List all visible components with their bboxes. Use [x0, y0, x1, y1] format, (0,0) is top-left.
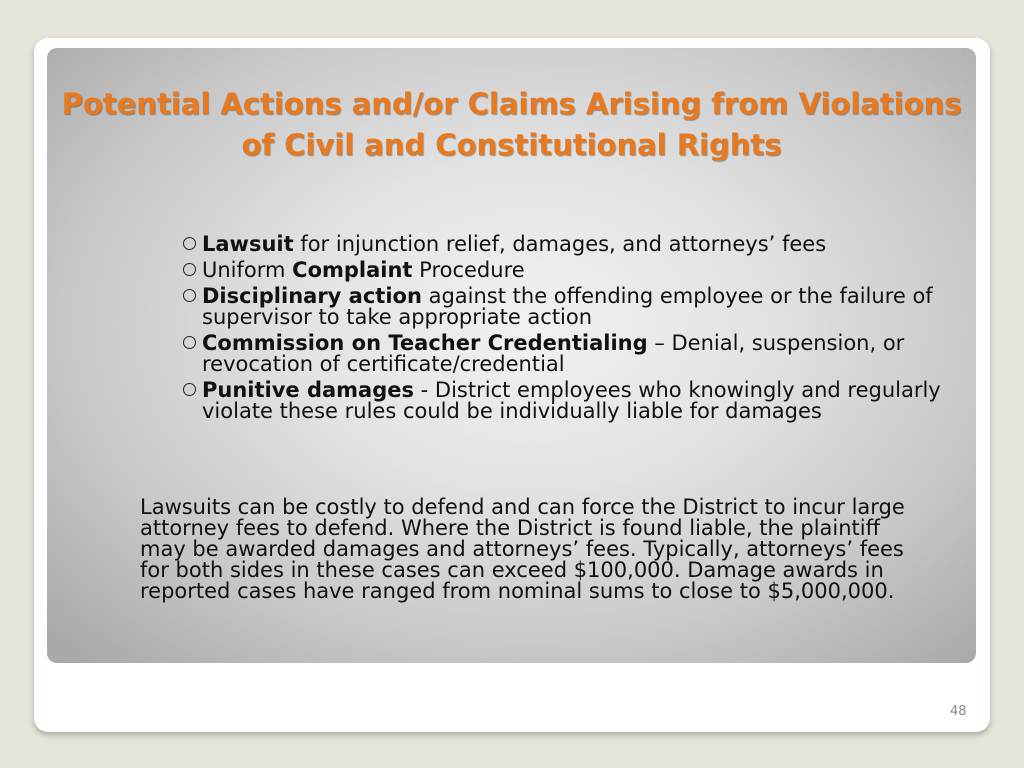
bullet-text-after: Procedure — [412, 258, 525, 282]
bullet-item-complaint — [183, 260, 943, 281]
hollow-circle-bullet-icon — [183, 289, 196, 302]
page-number: 48 — [950, 704, 967, 719]
bullet-list — [183, 234, 943, 427]
bullet-item-punitive — [183, 380, 943, 422]
hollow-circle-bullet-icon — [183, 263, 196, 276]
hollow-circle-bullet-icon — [183, 336, 196, 349]
bullet-item-disciplinary — [183, 286, 943, 328]
slide-title: Potential Actions and/or Claims Arising from Violations of Civil and Constitutional Rights — [61, 87, 962, 162]
bullet-item-lawsuit — [183, 234, 943, 255]
bullet-bold-term: Lawsuit — [202, 232, 294, 256]
summary-paragraph: Lawsuits can be costly to defend and can force the District to incur large attorney fees to defend. Where the District is found liable, the plaintiff may be awarded damages and attorneys’ fees. Typically, attorneys’ fees for both sides in these cases can exceed $100,000. Damage awards in reported cases have ranged from nominal sums to close to $5,000,000. — [140, 495, 905, 603]
hollow-circle-bullet-icon — [183, 383, 196, 396]
bullet-text-after: - District employees who knowingly and regularly violate these rules could be individually liable for damages — [202, 378, 941, 423]
bullet-bold-term: Disciplinary action — [202, 284, 422, 308]
bullet-item-commission — [183, 333, 943, 375]
bullet-bold-term: Commission on Teacher Credentialing — [202, 331, 648, 355]
bullet-text-after: for injunction relief, damages, and attorneys’ fees — [293, 232, 827, 256]
bullet-bold-term: Punitive damages — [202, 378, 414, 402]
hollow-circle-bullet-icon — [183, 237, 196, 250]
bullet-text-after: – Denial, suspension, or revocation of certificate/credential — [202, 331, 905, 376]
bullet-bold-term: Complaint — [292, 258, 413, 282]
bullet-text-before: Uniform — [202, 258, 293, 282]
bullet-text-after: against the offending employee or the failure of supervisor to take appropriate action — [202, 284, 933, 329]
